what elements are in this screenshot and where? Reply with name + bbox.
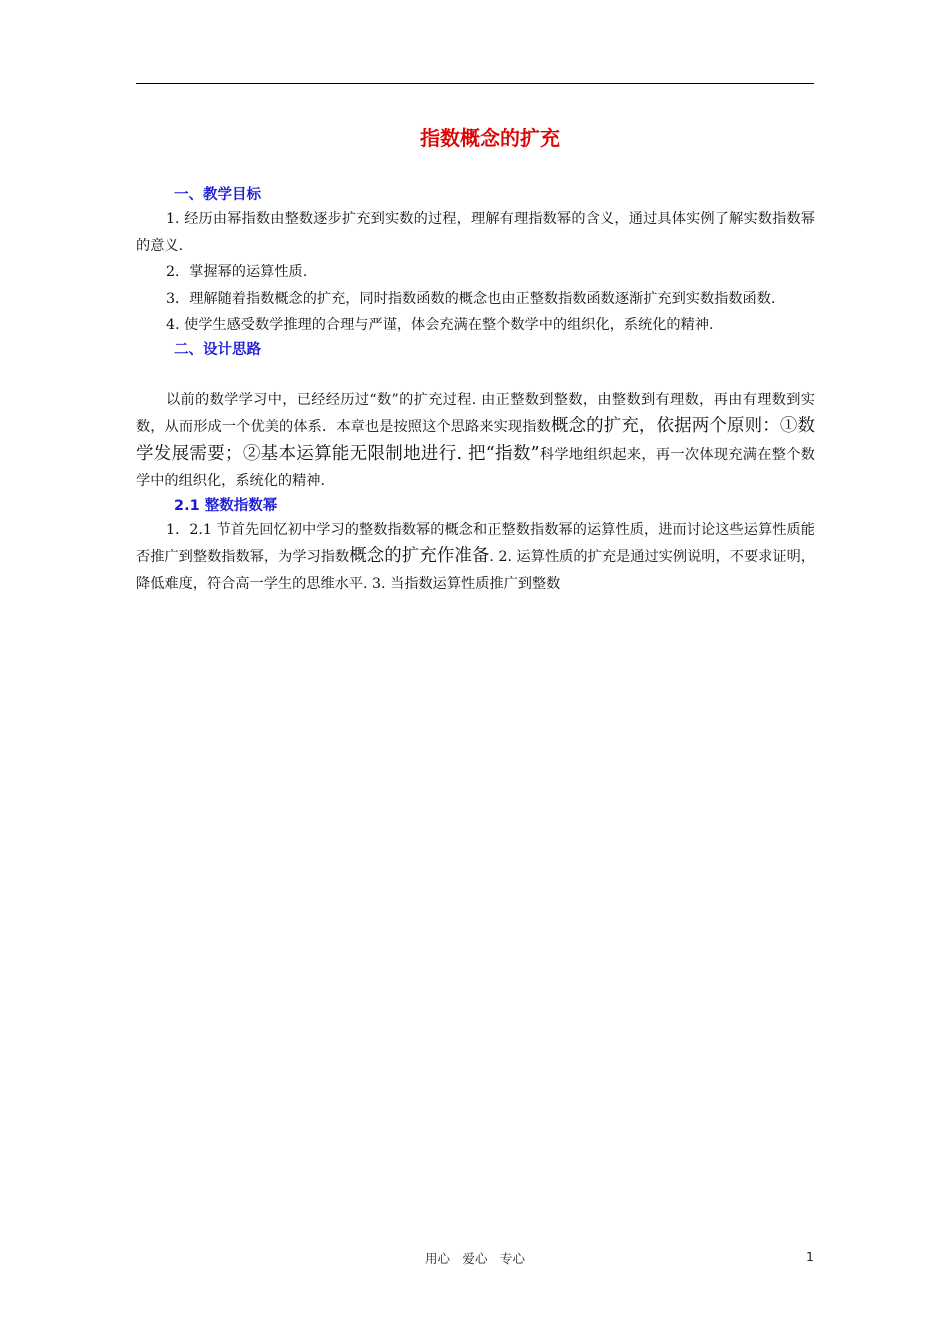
document-title: 指数概念的扩充 xyxy=(420,126,560,150)
section-heading-design: 二、设计思路 xyxy=(174,341,261,358)
document-body xyxy=(136,184,815,597)
design-text-part-2: 概念的扩充，依据两个原则：①数学发展需要；②基本运算能无限制地进行. 把“指数” xyxy=(136,416,815,464)
integer-powers-text-part-1: 1．2.1 节首先回忆初中学习的整数指数幂的概念和正整数指数幂的运算性质，进而讨论这些运算性质能否推广到整数指数幂，为学习指数 xyxy=(136,521,815,565)
objective-item-3: 3．理解随着指数概念的扩充，同时指数函数的概念也由正整数指数函数逐渐扩充到实数指数函数. xyxy=(166,290,776,307)
design-text-part-1: 以前的数学学习中，已经经历过“数”的扩充过程. 由正整数到整数，由整数到有理数，再由有理数到实数，从而形成一个优美的体系．本章也是按照这个思路来实现指数 xyxy=(136,391,815,435)
design-paragraph xyxy=(136,387,815,495)
footer-motto: 用心 爱心 专心 xyxy=(424,1251,525,1266)
objective-item-4: 4. 使学生感受数学推理的合理与严谨，体会充满在整个数学中的组织化，系统化的精神. xyxy=(166,317,714,333)
integer-powers-paragraph xyxy=(136,517,815,598)
design-text-part-3: 科学地组织起来，再一次体现充满在整个数学中的组织化，系统化的精神. xyxy=(136,446,815,489)
section-spacer xyxy=(136,361,815,387)
objective-item-1: 1. 经历由幂指数由整数逐步扩充到实数的过程，理解有理指数幂的含义，通过具体实例了解实数指数幂的意义. xyxy=(136,211,815,254)
integer-powers-text-part-3: . 2. 运算性质的扩充是通过实例说明，不要求证明，降低难度，符合高一学生的思维水平. 3. 当指数运算性质推广到整数 xyxy=(136,549,815,592)
header-rule xyxy=(136,83,814,84)
objective-item-2: 2．掌握幂的运算性质. xyxy=(166,264,308,280)
page-number: 1 xyxy=(806,1249,814,1264)
integer-powers-text-part-2: 概念的扩充作准备 xyxy=(349,546,490,566)
section-heading-integer-powers: 2.1 整数指数幂 xyxy=(174,497,278,514)
section-heading-objectives: 一、教学目标 xyxy=(174,187,261,203)
